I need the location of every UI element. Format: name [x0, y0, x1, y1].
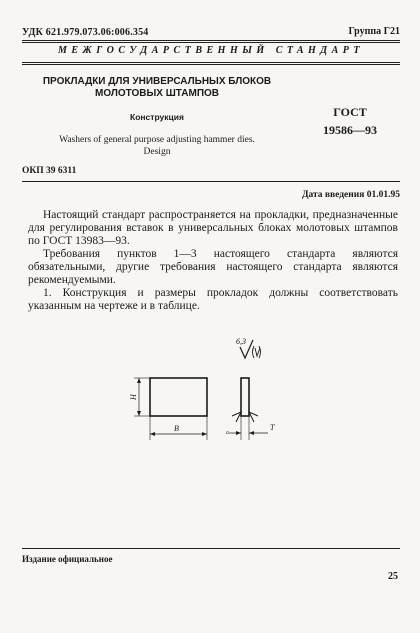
introduction-date: Дата введения 01.01.95 — [301, 190, 400, 200]
title-line-2: МОЛОТОВЫХ ШТАМПОВ — [94, 88, 220, 99]
roughness-bracket-icon — [253, 346, 261, 358]
header-rule — [22, 40, 400, 43]
standard-type-heading: МЕЖГОСУДАРСТВЕННЫЙ СТАНДАРТ — [57, 45, 365, 56]
roughness-value: 6,3 — [236, 337, 246, 346]
gost-number: 19586—93 — [323, 123, 377, 137]
roughness-small-check-icon — [255, 348, 260, 356]
document-subtitle: Конструкция — [130, 112, 184, 122]
gost-label: ГОСТ — [333, 105, 367, 119]
paragraph-design: 1. Конструкция и размеры прокладок должны соответствовать указанным на чертеже и в таблице. — [28, 287, 398, 312]
udk-code: УДК 621.979.073.06:006.354 — [22, 27, 149, 38]
width-label: B — [174, 424, 179, 433]
thickness-label: T — [270, 423, 275, 432]
washer-front-view — [150, 378, 207, 416]
washer-side-view — [241, 378, 249, 416]
chamfer-mark-right-icon — [249, 412, 258, 422]
chamfer-label: c — [226, 430, 229, 436]
chamfer-mark-left-icon — [232, 412, 241, 422]
body-text — [28, 209, 398, 313]
okp-rule — [22, 181, 400, 182]
height-label: H — [129, 394, 138, 400]
english-title-line-2: Design — [143, 147, 171, 157]
heading-rule — [22, 62, 400, 65]
paragraph-requirements: Требования пунктов 1—3 настоящего стандарта являются обязательными, другие требования настоящего стандарта являются рекомендуемыми. — [28, 248, 398, 286]
footer-rule — [22, 548, 400, 549]
english-title-line-1: Washers of general purpose adjusting hammer dies. — [59, 135, 255, 145]
washer-drawing — [120, 330, 290, 445]
title-line-1: ПРОКЛАДКИ ДЛЯ УНИВЕРСАЛЬНЫХ БЛОКОВ — [42, 76, 272, 87]
okp-code: ОКП 39 6311 — [22, 166, 77, 176]
group-code: Группа Г21 — [348, 26, 400, 37]
english-title — [22, 134, 292, 158]
document-title — [22, 76, 292, 100]
page-number: 25 — [388, 571, 398, 582]
official-edition-label: Издание официальное — [22, 554, 113, 564]
paragraph-scope: Настоящий стандарт распространяется на прокладки, предназначенные для регулирования вставок в универсальных блоках молотовых штампов по ГОСТ 13983—93. — [28, 209, 398, 247]
